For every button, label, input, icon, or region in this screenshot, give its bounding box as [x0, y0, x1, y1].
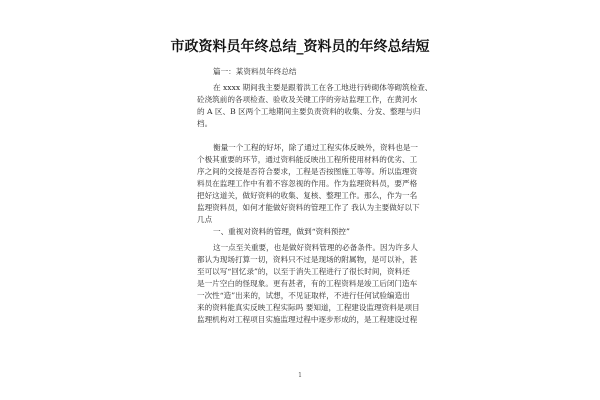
paragraph-line: 把好这道关，做好资料的收集、复核、整理工作。那么，作为一名 [197, 191, 418, 200]
paragraph-line: 在 xxxx 期间我主要是跟着洪工在各工地进行砖砌体等砌筑检查、 [213, 83, 433, 92]
section-heading-1: 篇一：某资料员年终总结 [213, 67, 297, 76]
paragraph-line: 监理机构对工程项目实施监理过程中逐步形成的，是工程建设过程 [197, 315, 418, 324]
paragraph-line: 料员在监理工作中有着不容忽视的作用。作为监理资料员，要严格 [197, 179, 418, 188]
paragraph-line: 监理资料员，如何才能做好资料的管理工作了 我认为主要做好以下 [197, 203, 420, 212]
paragraph-line: 至可以写“回忆录”的，以至于消失工程进行了很长时间，资料还 [197, 267, 410, 276]
paragraph-line: 砼浇筑前的各项检查、验收及关键工序的旁站监理工作，在黄河水 [197, 95, 418, 104]
paragraph-line: 一次性“造”出来的，试想，不见证取样，不进行任何试验编造出 [197, 291, 410, 300]
paragraph-line: 衡量一个工程的好坏，除了通过工程实体反映外，资料也是一 [213, 143, 419, 152]
page-number: 1 [298, 372, 302, 379]
paragraph-line: 都认为现场打算一切，资料只不过是现场的附属物，是可以补，甚 [197, 255, 418, 264]
paragraph-line: 几点 [197, 215, 213, 224]
paragraph-line: 是一片空白的怪现象。更有甚者，有的工程资料是竣工后闭门造车 [197, 279, 418, 288]
spacer [197, 130, 412, 142]
paragraph-line: 序之间的交接是否符合要求，工程是否按图施工等等。所以监理资 [197, 167, 418, 176]
paragraph-line: 个极其重要的环节，通过资料能反映出工程所使用材料的优劣、工 [197, 155, 418, 164]
document-title: 市政资料员年终总结_资料员的年终总结短 [170, 39, 430, 55]
document-body [197, 66, 433, 326]
paragraph-line: 档。 [197, 119, 213, 128]
section-heading-2: 一、重视对资料的管理，做到“资料预控” [213, 227, 350, 236]
paragraph-line: 这一点至关重要，也是做好资料管理的必备条件。因为许多人 [213, 243, 419, 252]
paragraph-line: 来的资料能真实反映工程实际吗 要知道，工程建设监理资料是项目 [197, 303, 420, 312]
paragraph-line: 的 A 区、B 区两个工地期间主要负责资料的收集、分发、整理与归 [197, 107, 421, 116]
